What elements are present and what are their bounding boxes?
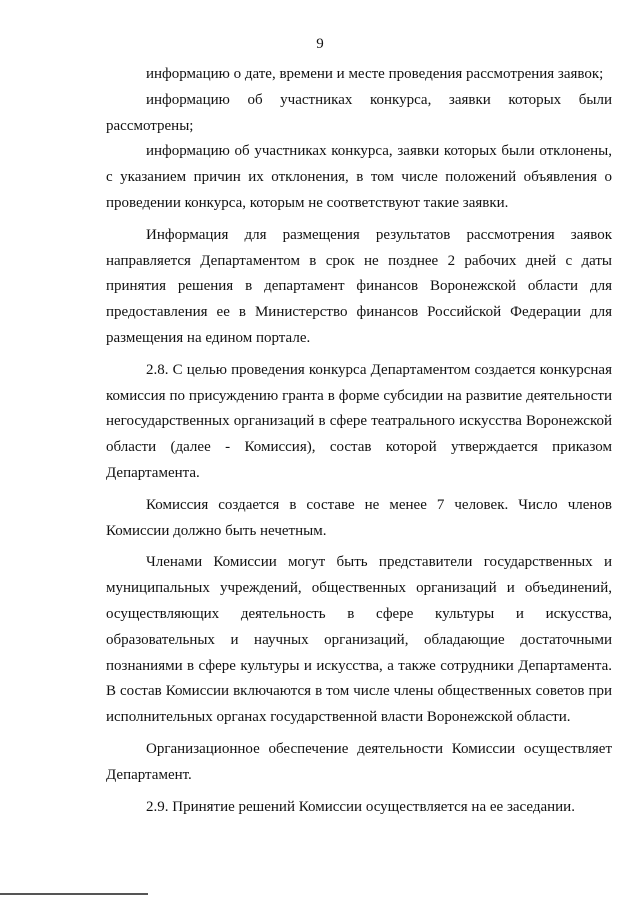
footnote-divider xyxy=(0,893,148,895)
paragraph-section-2-8: 2.8. С целью проведения конкурса Департаментом создается конкурсная комиссия по присуждению гранта в форме субсидии на развитие деятельности негосударственных организаций в сфере театрального искусства Воронежской области (далее - Комиссия), состав которой утверждается приказом Департамента. xyxy=(106,361,612,481)
paragraph-commission-size: Комиссия создается в составе не менее 7 человек. Число членов Комиссии должно быть нечетным. xyxy=(106,496,612,539)
paragraph-participants-reviewed: информацию об участниках конкурса, заявки которых были рассмотрены; xyxy=(106,91,612,134)
paragraph-participants-rejected: информацию об участниках конкурса, заявки которых были отклонены, с указанием причин их отклонения, в том числе положений объявления о проведении конкурса, которым не соответствуют такие заявки. xyxy=(106,143,612,211)
paragraph-commission-members: Членами Комиссии могут быть представители государственных и муниципальных учреждений, общественных организаций и объединений, осуществляющих деятельность в сфере культуры и искусства, образовательных и научных организаций, обладающие достаточными познаниями в сфере культуры и искусства, а также сотрудники Департамента. В состав Комиссии включаются в том числе члены общественных советов при исполнительных органах государственной власти Воронежской области. xyxy=(106,554,612,726)
paragraph-date-info: информацию о дате, времени и месте проведения рассмотрения заявок; xyxy=(146,66,604,82)
document-body xyxy=(106,62,612,826)
page-number: 9 xyxy=(316,36,324,52)
paragraph-results-publication: Информация для размещения результатов рассмотрения заявок направляется Департаментом в срок не позднее 2 рабочих дней с даты принятия решения в департамент финансов Воронежской области для предоставления ее в Министерство финансов Российской Федерации для размещения на едином портале. xyxy=(106,226,612,346)
paragraph-section-2-9: 2.9. Принятие решений Комиссии осуществляется на ее заседании. xyxy=(146,798,575,815)
paragraph-organizational-support: Организационное обеспечение деятельности Комиссии осуществляет Департамент. xyxy=(106,740,612,783)
